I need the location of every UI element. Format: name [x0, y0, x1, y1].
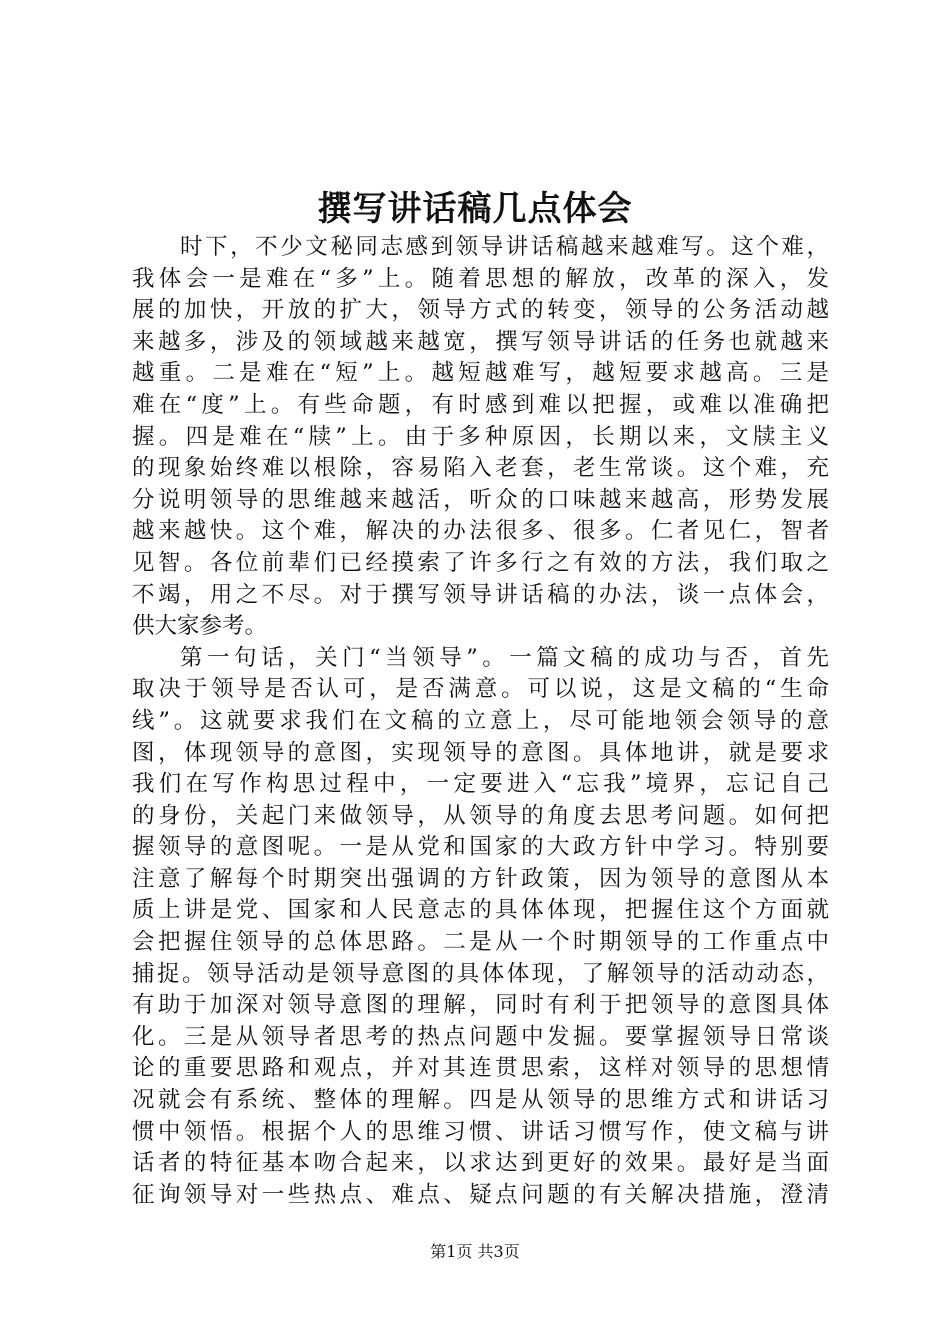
text-line: 我体会一是难在“多”上。随着思想的解放，改革的深入，发 — [132, 265, 829, 292]
text-line: 论的重要思路和观点，并对其连贯思索，这样对领导的思想情 — [132, 1055, 829, 1082]
text-line: 见智。各位前辈们已经摸索了许多行之有效的方法，我们取之 — [132, 549, 829, 576]
text-line: 注意了解每个时期突出强调的方针政策，因为领导的意图从本 — [132, 865, 829, 892]
text-line: 取决于领导是否认可，是否满意。可以说，这是文稿的“生命 — [132, 676, 829, 703]
document-title: 撰写讲话稿几点体会 — [317, 189, 633, 229]
text-line: 难在“度”上。有些命题，有时感到难以把握，或难以准确把 — [132, 391, 829, 418]
text-line: 征询领导对一些热点、难点、疑点问题的有关解决措施，澄清 — [132, 1181, 829, 1208]
text-line: 话者的特征基本吻合起来，以求达到更好的效果。最好是当面 — [132, 1150, 829, 1177]
text-line: 第一句话，关门“当领导”。一篇文稿的成功与否，首先 — [180, 644, 829, 671]
document-body — [132, 232, 829, 1211]
text-line: 况就会有系统、整体的理解。四是从领导的思维方式和讲话习 — [132, 1087, 829, 1114]
text-line: 线”。这就要求我们在文稿的立意上，尽可能地领会领导的意 — [132, 707, 829, 734]
text-line: 来越多，涉及的领域越来越宽，撰写领导讲话的任务也就越来 — [132, 328, 829, 355]
text-line: 质上讲是党、国家和人民意志的具体体现，把握住这个方面就 — [132, 897, 829, 924]
text-line: 供大家参考。 — [132, 613, 268, 640]
text-line: 化。三是从领导者思考的热点问题中发掘。要掌握领导日常谈 — [132, 1023, 829, 1050]
text-line: 会把握住领导的总体思路。二是从一个时期领导的工作重点中 — [132, 929, 829, 956]
text-line: 我们在写作构思过程中，一定要进入“忘我”境界，忘记自己 — [132, 771, 829, 798]
text-line: 越来越快。这个难，解决的办法很多、很多。仁者见仁，智者 — [132, 518, 829, 545]
text-line: 惯中领悟。根据个人的思维习惯、讲话习惯写作，使文稿与讲 — [132, 1118, 829, 1145]
text-line: 捕捉。领导活动是领导意图的具体体现，了解领导的活动动态， — [132, 960, 829, 987]
text-line: 的身份，关起门来做领导，从领导的角度去思考问题。如何把 — [132, 802, 829, 829]
text-line: 图，体现领导的意图，实现领导的意图。具体地讲，就是要求 — [132, 739, 829, 766]
text-line: 越重。二是难在“短”上。越短越难写，越短要求越高。三是 — [132, 360, 829, 387]
text-line: 有助于加深对领导意图的理解，同时有利于把领导的意图具体 — [132, 992, 829, 1019]
text-line: 的现象始终难以根除，容易陷入老套，老生常谈。这个难，充 — [132, 455, 829, 482]
text-line: 握领导的意图呢。一是从党和国家的大政方针中学习。特别要 — [132, 834, 829, 861]
page-footer: 第1页 共3页 — [430, 1242, 520, 1261]
text-line: 握。四是难在“牍”上。由于多种原因，长期以来，文牍主义 — [132, 423, 829, 450]
text-line: 展的加快，开放的扩大，领导方式的转变，领导的公务活动越 — [132, 297, 829, 324]
text-line: 分说明领导的思维越来越活，听众的口味越来越高，形势发展 — [132, 486, 829, 513]
text-line: 时下，不少文秘同志感到领导讲话稿越来越难写。这个难， — [180, 234, 829, 260]
text-line: 不竭，用之不尽。对于撰写领导讲话稿的办法，谈一点体会， — [132, 581, 829, 608]
